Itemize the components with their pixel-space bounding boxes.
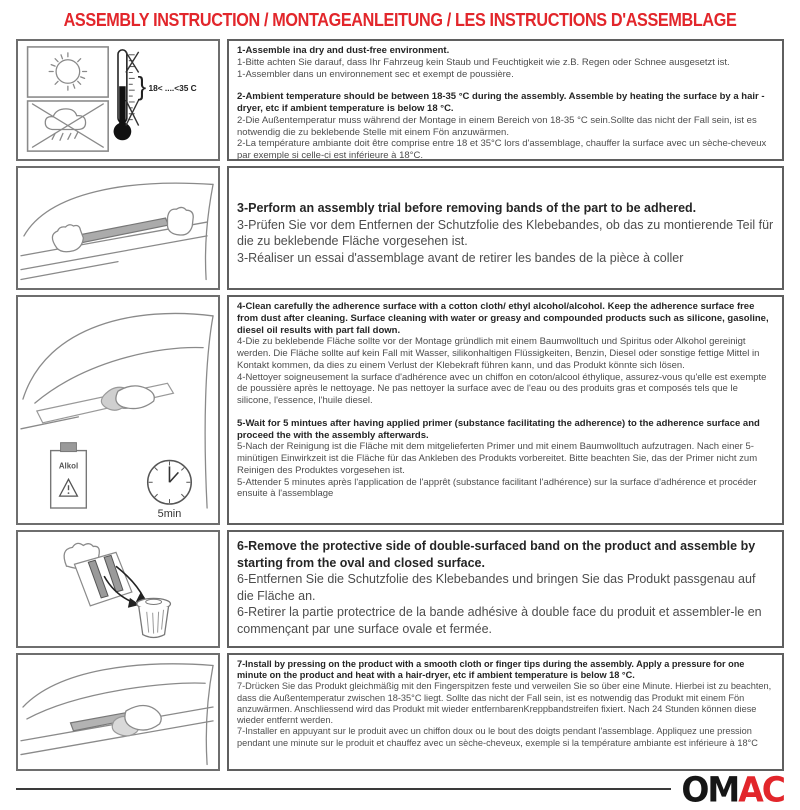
cleaning-illustration	[19, 298, 217, 522]
instruction-row-2	[16, 166, 784, 290]
instruction-row-1	[16, 39, 784, 161]
instruction-row-5	[16, 653, 784, 771]
instruction-6-fr: 6-Retirer la partie protectrice de la bande adhésive à double face du produit et assembler-le en commençant par une surface ovale et fermée.	[237, 605, 762, 636]
peel-tape-illustration	[19, 533, 217, 645]
thermometer-icon	[114, 50, 197, 140]
page-title: ASSEMBLY INSTRUCTION / MONTAGEANLEITUNG / LES INSTRUCTIONS D'ASSEMBLAGE	[63, 10, 737, 30]
row5-illustration-cell	[16, 653, 220, 771]
left-hand-icon	[52, 225, 83, 252]
wiping-hand-icon	[116, 386, 154, 409]
row2-illustration-cell	[16, 166, 220, 290]
instruction-3-en: 3-Perform an assembly trial before removing bands of the part to be adhered.	[237, 201, 697, 215]
instruction-3-fr: 3-Réaliser un essai d'assemblage avant de retirer les bandes de la pièce à coller	[237, 250, 684, 265]
row3-text-cell	[227, 295, 784, 525]
row2-text-cell	[227, 166, 784, 290]
instruction-6-en: 6-Remove the protective side of double-surfaced band on the product and assemble by starting from the oval and closed surface.	[237, 539, 756, 570]
instruction-5-en: 5-Wait for 5 mintues after having applied primer (substance facilitating the adherence) to the adherence surface and proceed the with the assembly afterwards.	[237, 417, 760, 441]
omac-logo	[681, 768, 784, 810]
bottle-label: Alkol	[58, 461, 79, 471]
instruction-row-4	[16, 530, 784, 648]
row5-text-cell	[227, 653, 784, 771]
instruction-block-2	[237, 91, 774, 162]
instruction-7-de: 7-Drücken Sie das Produkt gleichmäßig mit den Fingerspitzen feste und verweilen Sie so über eine Minute. Hierbei ist zu beachten, dass die Außentemperatur zwischen 18-35°C liegt. Sollte das nicht der Fall sein, ist es notwendig das Produkt mit einem Fön anzuwärmen. Anschliessend wird das Produkt mit wieder entfernbarenKreppbandstreifen fixiert. Nach 24 Stunden können diese wieder entfernt werden.	[237, 681, 772, 726]
clock-icon	[148, 460, 192, 519]
assembly-trial-illustration	[19, 169, 217, 287]
footer	[0, 768, 800, 810]
instruction-2-fr: 2-La température ambiante doit être comprise entre 18 et 35°C lors d'assemblage, chauffer la surface avec un sèche-cheveux par exemple si celle-ci est inférieure à 18°C.	[237, 138, 767, 162]
instruction-1-en: 1-Assemble ina dry and dust-free environment.	[237, 45, 450, 56]
row3-illustration-cell	[16, 295, 220, 525]
clock-label: 5min	[157, 507, 182, 520]
trash-can-icon	[137, 598, 171, 637]
instruction-1-de: 1-Bitte achten Sie darauf, dass Ihr Fahrzeug kein Staub und Feuchtigkeit wie z.B. Regen oder Schnee ausgesetzt ist.	[237, 56, 730, 68]
instruction-3-de: 3-Prüfen Sie vor dem Entfernen der Schutzfolie des Klebebandes, ob das zu montierende Teil für die zu beklebende Fläche vorgesehen ist.	[237, 217, 774, 248]
instruction-2-en: 2-Ambient temperature should be between 18-35 °C during the assembly. Assemble by heating the surface by a hair -dryer, etc if ambient temperature is below 18 °C.	[237, 91, 765, 115]
instruction-block-4	[237, 301, 774, 407]
instruction-7-en: 7-Install by pressing on the product with a smooth cloth or finger tips during the assembly. Apply a pressure for one minute on the product and heat with a hair-dryer, etc if ambient temperature is below 18 °C.	[237, 659, 745, 681]
instruction-1-fr: 1-Assembler dans un environnement sec et exempt de poussière.	[237, 68, 514, 80]
row4-illustration-cell	[16, 530, 220, 648]
instruction-block-1	[237, 45, 774, 80]
instruction-7-fr: 7-Installer en appuyant sur le produit avec un chiffon doux ou le bout des doigts pendant l'assemblage. Appliquez une pression pendant une minute sur le produit et chauffez avec un sèche-cheveux, exemple si la température ambiante est inférieure à 18°C	[237, 726, 758, 748]
instruction-4-fr: 4-Nettoyer soigneusement la surface d'adhérence avec un chiffon en coton/alcool éthylique, assurez-vous qu'elle est exempte de poussière après le nettoyage. Ne pas nettoyer la surface avec de l'eau ou des produits gras et composés tels que le silicone, l'essence, l'huile diesel.	[237, 371, 767, 407]
row1-text-cell	[227, 39, 784, 161]
instruction-5-fr: 5-Attender 5 minutes après l'application de l'apprêt (substance facilitant l'adhérence) sur la surface d'adhérence et procéder ensuite à l'assemblage	[237, 476, 757, 500]
instruction-block-7	[237, 659, 774, 749]
instruction-block-6	[237, 538, 774, 637]
instruction-block-5	[237, 418, 774, 500]
environment-temperature-illustration	[19, 43, 217, 157]
instruction-block-3	[237, 200, 774, 266]
instruction-4-en: 4-Clean carefully the adherence surface with a cotton cloth/ ethyl alcohol/alcohol. Keep the adherence surface free from dust after cleaning. Surface cleaning with water or greasy and compounded products such as silicone, gasoline, diesel oil results with part fall down.	[237, 301, 769, 336]
instruction-4-de: 4-Die zu beklebende Fläche sollte vor der Montage gründlich mit einem Baumwolltuch und Spiritus oder Alkohol gereinigt werden. Die Fläche sollte auf kein Fall mit Wasser, silikonhaltigen Flüssigkeiten, Benzin, Diesel oder sonstige fettige Mittel in Kontakt kommen, da dies zu einem Verlust der Klebekraft führen kann, und das Produkt könnte sich lösen.	[237, 336, 760, 371]
instruction-5-de: 5-Nach der Reinigung ist die Fläche mit dem mitgelieferten Primer und mit einem Baumwolltuch aufzutragen. Nach einer 5-minütigen Einwirkzeit ist die Fläche für das Ankleben des Produkts vorbereitet. Bitte beachten Sie, das der Primer nicht zum Reinigen des Produktes vorgesehen ist.	[237, 441, 758, 476]
temperature-range-label: 18< ....<35 C	[148, 83, 197, 94]
omac-logo-black-part: OM	[681, 768, 739, 810]
right-hand-icon	[168, 207, 194, 235]
instruction-6-de: 6-Entfernen Sie die Schutzfolie des Klebebandes und bringen Sie das Produkt passgenau auf die Fläche an.	[237, 572, 756, 603]
instruction-2-de: 2-Die Außentemperatur muss während der Montage in einem Bereich von 18-35 °C sein.Sollte das nicht der Fall sein, ist es notwendig die zu beklebende Stelle mit einem Fön anzuwärmen.	[237, 114, 757, 138]
instruction-row-3	[16, 295, 784, 525]
alcohol-bottle-icon	[51, 443, 87, 508]
omac-logo-red-part: AC	[738, 768, 784, 810]
row1-illustration-cell	[16, 39, 220, 161]
footer-divider	[16, 788, 671, 790]
press-install-illustration	[19, 656, 217, 768]
pressing-hand-icon	[125, 706, 161, 731]
brace-glyph: }	[137, 73, 147, 102]
row4-text-cell	[227, 530, 784, 648]
